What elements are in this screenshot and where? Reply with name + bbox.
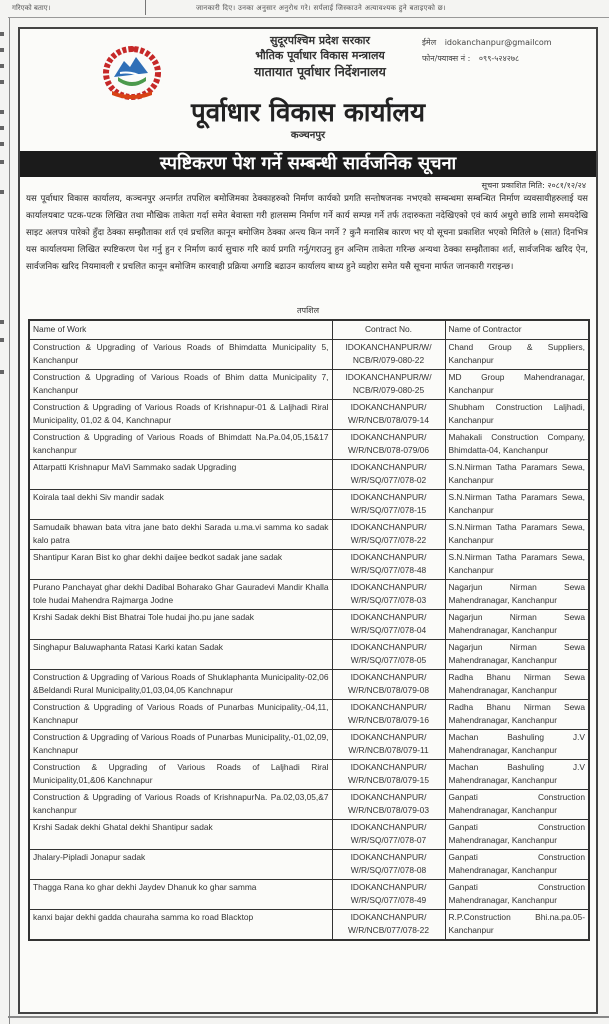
phone-row (422, 51, 552, 67)
cell-contract-no: IDOKANCHANPUR/W/ NCB/R/079-080-22 (332, 339, 445, 369)
table-caption: तपशिल (296, 306, 320, 315)
cell-contractor: MD Group Mahendranagar, Kanchanpur (445, 369, 589, 399)
adjacent-article-left-text: गरिएको बताए। (12, 4, 51, 12)
adjacent-article-right-text: जानकारी दिए। उनका अनुसार अनुरोध गरे। सर्पलाई जिस्काउने अत्यावश्यक हुने बताइएको छ। (196, 4, 446, 12)
cell-name-of-work: kanxi bajar dekhi gadda chauraha samma ko road Blacktop (29, 909, 332, 940)
cell-contract-no: IDOKANCHANPUR/ W/R/NCB/078/079-11 (332, 729, 445, 759)
cell-contractor: Nagarjun Nirman Sewa Mahendranagar, Kanchanpur (445, 609, 589, 639)
cell-contractor: Machan Bashuling J.V Mahendranagar, Kanchanpur (445, 729, 589, 759)
cell-contract-no: IDOKANCHANPUR/ W/R/NCB/078/079-03 (332, 789, 445, 819)
table-row (29, 579, 589, 609)
office-title: पूर्वाधार विकास कार्यालय (190, 98, 426, 128)
cell-contract-no: IDOKANCHANPUR/ W/R/NCB/078/079-08 (332, 669, 445, 699)
cell-name-of-work: Construction & Upgrading of Various Roads of Bhimdatta Municipality 5, Kanchanpur (29, 339, 332, 369)
header-name-of-work: Name of Work (29, 320, 332, 339)
email-label: ईमेल (422, 38, 437, 47)
cell-contract-no: IDOKANCHANPUR/ W/R/NCB/078/079-14 (332, 399, 445, 429)
header-name-of-contractor: Name of Contractor (445, 320, 589, 339)
email-row (422, 35, 552, 51)
cell-name-of-work: Construction & Upgrading of Various Roads of Punarbas Municipality,-01,02,09, Kanchnapur (29, 729, 332, 759)
office-location: कञ्चनपुर (290, 130, 326, 141)
cell-contractor: Radha Bhanu Nirman Sewa Mahendranagar, Kanchanpur (445, 699, 589, 729)
table-row (29, 819, 589, 849)
cell-name-of-work: Purano Panchayat ghar dekhi Dadibal Boharako Ghar Gauradevi Mandir Khalla tole hudai Mahendra Rajmarga Jodne (29, 579, 332, 609)
cell-contractor: Nagarjun Nirman Sewa Mahendranagar, Kanchanpur (445, 639, 589, 669)
directorate-name: यातायात पूर्वाधार निर्देशनालय (254, 64, 386, 79)
cell-contractor: S.N.Nirman Tatha Paramars Sewa, Kanchanpur (445, 489, 589, 519)
cell-contract-no: IDOKANCHANPUR/W/ NCB/R/079-080-25 (332, 369, 445, 399)
cell-name-of-work: Construction & Upgrading of Various Roads of Bhim datta Municipality 7, Kanchanpur (29, 369, 332, 399)
cell-contractor: Chand Group & Suppliers, Kanchanpur (445, 339, 589, 369)
table-row (29, 849, 589, 879)
table-row (29, 489, 589, 519)
cell-name-of-work: Construction & Upgrading of Various Roads of Shuklaphanta Municipality-02,06 &Beldandi Rural Municipality,01,03,04,05 Kanchnapur (29, 669, 332, 699)
published-date-label: सूचना प्रकाशित मिति: (481, 181, 545, 190)
cell-name-of-work: Shantipur Karan Bist ko ghar dekhi daijee bedkot sadak jane sadak (29, 549, 332, 579)
cell-contractor: Ganpati Construction Mahendranagar, Kanchanpur (445, 789, 589, 819)
contact-info (422, 35, 552, 67)
province-government-name: सुदूरपश्चिम प्रदेश सरकार (269, 34, 371, 47)
table-row (29, 909, 589, 940)
left-column-rule (9, 18, 10, 1024)
cell-name-of-work: Construction & Upgrading of Various Roads of Laljhadi Riral Municipality,01,&06 Kanchnapur (29, 759, 332, 789)
public-notice-advertisement (18, 27, 598, 1014)
cell-contract-no: IDOKANCHANPUR/ W/R/SQ/077/078-15 (332, 489, 445, 519)
table-row (29, 639, 589, 669)
cell-contractor: S.N.Nirman Tatha Paramars Sewa, Kanchanpur (445, 459, 589, 489)
column-divider (145, 0, 146, 15)
cell-contractor: S.N.Nirman Tatha Paramars Sewa, Kanchanpur (445, 519, 589, 549)
phone-value: ०९९-५२४२७८ (478, 54, 520, 63)
cell-name-of-work: Construction & Upgrading of Various Roads of Punarbas Municipality,-04,11, Kanchnapur (29, 699, 332, 729)
cell-contract-no: IDOKANCHANPUR/ W/R/SQ/077/078-02 (332, 459, 445, 489)
cell-contractor: Shubham Construction Laljhadi, Kanchanpur (445, 399, 589, 429)
cell-name-of-work: Jhalary-Pipladi Jonapur sadak (29, 849, 332, 879)
cell-name-of-work: Construction & Upgrading of Various Roads of Krishnapur-01 & Laljhadi Riral Municipality, 01,02 & 04, Kanchnapur (29, 399, 332, 429)
email-value: idokanchanpur@gmailcom (444, 38, 552, 47)
table-row (29, 789, 589, 819)
cell-contract-no: IDOKANCHANPUR/ W/R/SQ/077/078-04 (332, 609, 445, 639)
cell-contract-no: IDOKANCHANPUR/ W/R/NCB/078/079-16 (332, 699, 445, 729)
table-row (29, 879, 589, 909)
table-row (29, 609, 589, 639)
cell-contractor: Radha Bhanu Nirman Sewa Mahendranagar, Kanchanpur (445, 669, 589, 699)
cell-name-of-work: Koirala taal dekhi Siv mandir sadak (29, 489, 332, 519)
cell-contract-no: IDOKANCHANPUR/ W/R/SQ/077/078-08 (332, 849, 445, 879)
bottom-rule (8, 1016, 609, 1018)
cell-name-of-work: Attarpatti Krishnapur MaVi Sammako sadak Upgrading (29, 459, 332, 489)
cell-name-of-work: Construction & Upgrading of Various Roads of Bhimdatt Na.Pa.04,05,15&17 kanchanpur (29, 429, 332, 459)
cell-name-of-work: Krshi Sadak dekhi Ghatal dekhi Shantipur sadak (29, 819, 332, 849)
cell-name-of-work: Samudaik bhawan bata vitra jane bato dekhi Sarada u.ma.vi samma ko sadak kalo patra (29, 519, 332, 549)
cell-contract-no: IDOKANCHANPUR/ W/R/SQ/077/078-05 (332, 639, 445, 669)
cell-name-of-work: Singhapur Baluwaphanta Ratasi Karki katan Sadak (29, 639, 332, 669)
table-row (29, 339, 589, 369)
cell-contract-no: IDOKANCHANPUR/ W/R/NCB/077/078-22 (332, 909, 445, 940)
cell-name-of-work: Construction & Upgrading of Various Roads of KrishnapurNa. Pa.02,03,05,&7 kanchanpur (29, 789, 332, 819)
contracts-table (28, 319, 590, 941)
cell-contractor: Mahakali Construction Company, Bhimdatta-04, Kanchanpur (445, 429, 589, 459)
notice-body: यस पूर्वाधार विकास कार्यालय, कञ्चनपुर अन्तर्गत तपशिल बमोजिमका ठेक्काहरुको निर्माण कार्यको प्रगति सन्तोषजनक नभएको सम्बन्धमा सम्बन्धित निर्माण व्यवसायीहरुलाई यस कार्यालयबाट पटक-पटक लिखित तथा मौखिक ताकेता गर्दा समेत बेवास्ता गरी हालसम्म निर्माण गर्ने कार्य सम्पन्न गर्ने तर्फ तदारुकता नदेखिएको एवं कार्य अधुरो छाडि लामो समयदेखि साइट अलपत्र पारेको हुँदा ठेक्का सम्झौताका शर्त एवं प्रचलित कानून बमोजिम ठेक्का अन्त्य किन नगर्ने ? कुनै मनासिब कारण भए यो सूचना प्रकाशित भएको मितिले ७ (सात) दिनभित्र यस कार्यालयमा लिखित स्पष्टिकरण पेश गर्नु हुन र निर्माण कार्य सुचारु गरि कार्य प्रगति गर्नु/गराउनु हुन अन्तिम ताकेता गरिन्छ अन्यथा ठेक्का सम्झौताका शर्त, सार्वजनिक खरिद ऐन, सार्वजनिक खरिद नियमावली र प्रचलित कानून बमोजिम कारवाही प्रक्रिया अगाडि बढाउन कार्यालय बाध्य हुने व्यहोरा समेत यसै सूचना मार्फत जानकारी गराइन्छ। (26, 194, 588, 272)
adjacent-column-edge (0, 20, 5, 1024)
cell-contractor: Ganpati Construction Mahendranagar, Kanchanpur (445, 849, 589, 879)
cell-contract-no: IDOKANCHANPUR/ W/R/SQ/077/078-48 (332, 549, 445, 579)
cell-contract-no: IDOKANCHANPUR/ W/R/NCB/078/079-15 (332, 759, 445, 789)
ministry-name: भौतिक पूर्वाधार विकास मन्त्रालय (255, 49, 385, 62)
phone-label: फोन/फ्याक्स नं : (422, 54, 471, 63)
government-hierarchy (200, 33, 440, 80)
cell-contract-no: IDOKANCHANPUR/ W/R/SQ/077/078-07 (332, 819, 445, 849)
cell-contractor: Nagarjun Nirman Sewa Mahendranagar, Kanchanpur (445, 579, 589, 609)
table-row (29, 699, 589, 729)
notice-title-bar: स्पष्टिकरण पेश गर्ने सम्बन्धी सार्वजनिक सूचना (20, 151, 596, 177)
top-rule (8, 17, 609, 18)
cell-name-of-work: Thagga Rana ko ghar dekhi Jaydev Dhanuk ko ghar samma (29, 879, 332, 909)
cell-contract-no: IDOKANCHANPUR/ W/R/SQ/077/078-49 (332, 879, 445, 909)
table-row (29, 429, 589, 459)
adjacent-article-strip (0, 0, 609, 17)
cell-contractor: R.P.Construction Bhi.na.pa.05- Kanchanpur (445, 909, 589, 940)
table-row (29, 459, 589, 489)
published-date (482, 180, 586, 191)
cell-contract-no: IDOKANCHANPUR/ W/R/NCB/078-079/06 (332, 429, 445, 459)
cell-contractor: Ganpati Construction Mahendranagar, Kanchanpur (445, 879, 589, 909)
header-contract-no: Contract No. (332, 320, 445, 339)
cell-contractor: Machan Bashuling J.V Mahendranagar, Kanchanpur (445, 759, 589, 789)
table-row (29, 549, 589, 579)
table-row (29, 519, 589, 549)
cell-contractor: S.N.Nirman Tatha Paramars Sewa, Kanchanpur (445, 549, 589, 579)
cell-contractor: Ganpati Construction Mahendranagar, Kanchanpur (445, 819, 589, 849)
table-row (29, 759, 589, 789)
published-date-value: २०८१/१२/२४ (547, 181, 586, 190)
table-row (29, 399, 589, 429)
cell-contract-no: IDOKANCHANPUR/ W/R/SQ/077/078-03 (332, 579, 445, 609)
cell-contract-no: IDOKANCHANPUR/ W/R/SQ/077/078-22 (332, 519, 445, 549)
cell-name-of-work: Krshi Sadak dekhi Bist Bhatrai Tole hudai jho.pu jane sadak (29, 609, 332, 639)
table-row (29, 729, 589, 759)
table-row (29, 369, 589, 399)
table-header-row (29, 320, 589, 339)
table-row (29, 669, 589, 699)
